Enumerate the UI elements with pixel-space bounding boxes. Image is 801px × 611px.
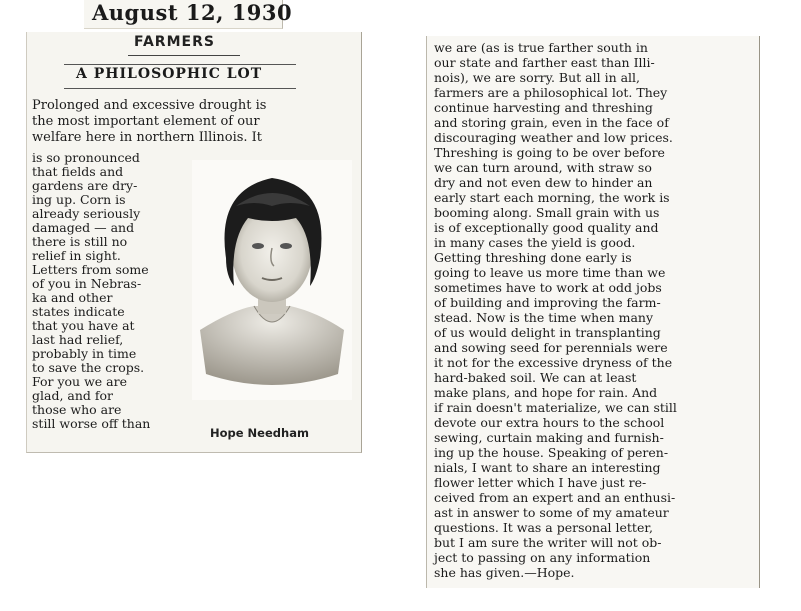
right-text-line: of building and improving the farm-: [434, 295, 661, 310]
right-text-line: in many cases the yield is good.: [434, 235, 636, 250]
right-text-line: continue harvesting and threshing: [434, 100, 653, 115]
right-text-line: of us would delight in transplanting: [434, 325, 661, 340]
right-text-line: and storing grain, even in the face of: [434, 115, 669, 130]
left-text-line: states indicate: [32, 304, 125, 319]
portrait-photo: [192, 160, 352, 400]
right-text-line: but I am sure the writer will not ob-: [434, 535, 662, 550]
left-text-line: relief in sight.: [32, 248, 121, 263]
headline-rule-top: [64, 64, 296, 65]
right-text-line: our state and farther east than Illi-: [434, 55, 655, 70]
left-text-line: that you have at: [32, 318, 135, 333]
right-text-line: sewing, curtain making and furnish-: [434, 430, 664, 445]
right-text-line: dry and not even dew to hinder an: [434, 175, 653, 190]
right-text-line: ceived from an expert and an enthusi-: [434, 490, 676, 505]
right-text-line: hard-baked soil. We can at least: [434, 370, 637, 385]
right-text-line: we are (as is true farther south in: [434, 40, 648, 55]
section-rule: [128, 55, 240, 56]
left-text-line: probably in time: [32, 346, 137, 361]
left-text-line: there is still no: [32, 234, 128, 249]
headline-rule-bottom: [64, 88, 296, 89]
right-text-line: is of exceptionally good quality and: [434, 220, 659, 235]
right-text-line: going to leave us more time than we: [434, 265, 666, 280]
right-text-line: ject to passing on any information: [434, 550, 651, 565]
left-text-line: For you we are: [32, 374, 127, 389]
section-label: FARMERS: [134, 34, 215, 50]
left-text-line: ing up. Corn is: [32, 192, 126, 207]
right-text-line: if rain doesn't materialize, we can still: [434, 400, 677, 415]
left-text-line: those who are: [32, 402, 122, 417]
left-text-line: Letters from some: [32, 262, 149, 277]
left-text-line: still worse off than: [32, 416, 151, 431]
right-text-line: Getting threshing done early is: [434, 250, 632, 265]
right-text-line: make plans, and hope for rain. And: [434, 385, 658, 400]
left-text-line: glad, and for: [32, 388, 114, 403]
right-text-line: booming along. Small grain with us: [434, 205, 660, 220]
right-text-line: stead. Now is the time when many: [434, 310, 654, 325]
right-text-line: nials, I want to share an interesting: [434, 460, 661, 475]
right-text-line: nois), we are sorry. But all in all,: [434, 70, 641, 85]
left-text-line: to save the crops.: [32, 360, 145, 375]
right-text-line: farmers are a philosophical lot. They: [434, 85, 668, 100]
left-text-line: ka and other: [32, 290, 113, 305]
right-text-line: it not for the excessive dryness of the: [434, 355, 673, 370]
photo-caption: Hope Needham: [210, 426, 309, 440]
right-text-line: sometimes have to work at odd jobs: [434, 280, 662, 295]
left-text-line: damaged — and: [32, 220, 135, 235]
right-text-line: and sowing seed for perennials were: [434, 340, 668, 355]
left-text-line: that fields and: [32, 164, 124, 179]
clipping-date: August 12, 1930: [92, 0, 293, 25]
left-text-line: welfare here in northern Illinois. It: [32, 130, 263, 145]
left-text-line: last had relief,: [32, 332, 124, 347]
left-text-line: the most important element of our: [32, 114, 260, 129]
right-text-line: devote our extra hours to the school: [434, 415, 665, 430]
right-text-line: Threshing is going to be over before: [434, 145, 665, 160]
left-text-line: already seriously: [32, 206, 141, 221]
right-text-line: questions. It was a personal letter,: [434, 520, 653, 535]
left-text-line: of you in Nebras-: [32, 276, 142, 291]
right-text-line: ast in answer to some of my amateur: [434, 505, 669, 520]
right-text-line: early start each morning, the work is: [434, 190, 670, 205]
headline: A PHILOSOPHIC LOT: [76, 66, 263, 82]
right-text-line: ing up the house. Speaking of peren-: [434, 445, 669, 460]
left-text-line: Prolonged and excessive drought is: [32, 98, 267, 113]
right-text-line: she has given.—Hope.: [434, 565, 575, 580]
right-text-line: discouraging weather and low prices.: [434, 130, 673, 145]
left-text-line: gardens are dry-: [32, 178, 138, 193]
right-text-line: we can turn around, with straw so: [434, 160, 652, 175]
right-text-line: flower letter which I have just re-: [434, 475, 647, 490]
left-text-line: is so pronounced: [32, 150, 140, 165]
